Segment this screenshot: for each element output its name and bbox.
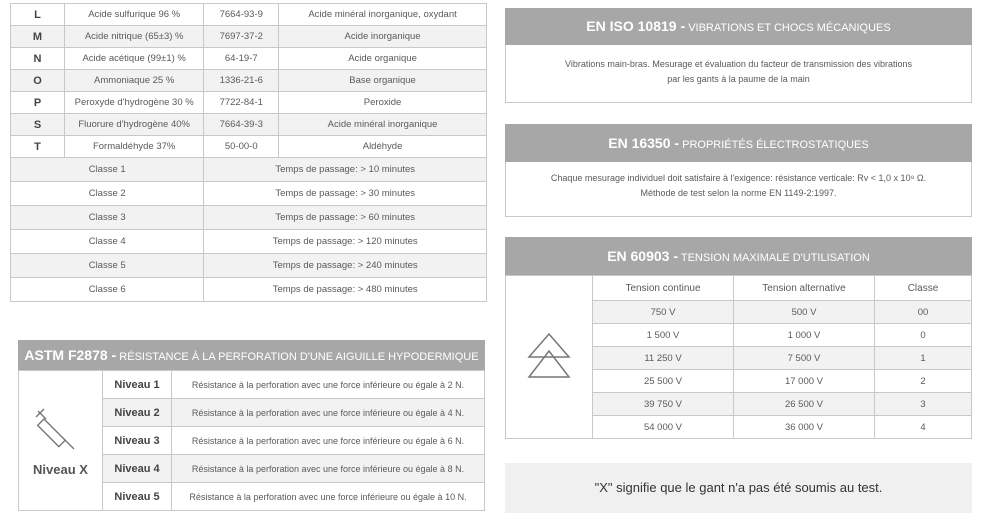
en16350-line2: Méthode de test selon la norme EN 1149-2:1997. bbox=[640, 188, 837, 198]
voltage-class: 3 bbox=[875, 393, 972, 416]
astm-level: Niveau 5 bbox=[103, 483, 172, 511]
chemical-row bbox=[11, 136, 487, 158]
chemical-description: Acide inorganique bbox=[279, 26, 487, 48]
iso10819-header bbox=[505, 8, 972, 45]
dc-voltage: 11 250 V bbox=[593, 347, 734, 370]
astm-text: Résistance à la perforation avec une force inférieure ou égale à 4 N. bbox=[172, 399, 485, 427]
iso10819-panel bbox=[505, 8, 972, 103]
dc-voltage: 1 500 V bbox=[593, 324, 734, 347]
class-time: Temps de passage: > 240 minutes bbox=[204, 254, 487, 278]
chemical-letter: P bbox=[11, 92, 65, 114]
chemical-row bbox=[11, 92, 487, 114]
class-time: Temps de passage: > 120 minutes bbox=[204, 230, 487, 254]
class-name: Classe 3 bbox=[11, 206, 204, 230]
ac-voltage: 36 000 V bbox=[734, 416, 875, 439]
iso10819-line1: Vibrations main-bras. Mesurage et évaluation du facteur de transmission des vibrations bbox=[564, 59, 912, 69]
astm-text: Résistance à la perforation avec une force inférieure ou égale à 6 N. bbox=[172, 427, 485, 455]
class-row bbox=[11, 254, 487, 278]
en60903-title: TENSION MAXIMALE D'UTILISATION bbox=[680, 252, 870, 264]
astm-text: Résistance à la perforation avec une force inférieure ou égale à 8 N. bbox=[172, 455, 485, 483]
chemical-row bbox=[11, 26, 487, 48]
en16350-title: PROPRIÉTÉS ÉLECTROSTATIQUES bbox=[682, 139, 869, 151]
dc-voltage: 750 V bbox=[593, 301, 734, 324]
astm-text: Résistance à la perforation avec une force inférieure ou égale à 10 N. bbox=[172, 483, 485, 511]
astm-icon-cell bbox=[19, 371, 103, 511]
class-row bbox=[11, 182, 487, 206]
chemical-description: Aldéhyde bbox=[279, 136, 487, 158]
class-row bbox=[11, 206, 487, 230]
chemical-name: Peroxyde d'hydrogène 30 % bbox=[64, 92, 203, 114]
class-name: Classe 1 bbox=[11, 158, 204, 182]
chemical-table bbox=[10, 3, 487, 302]
voltage-class: 00 bbox=[875, 301, 972, 324]
chemical-description: Peroxide bbox=[279, 92, 487, 114]
untested-note: "X" signifie que le gant n'a pas été soumis au test. bbox=[505, 463, 972, 513]
astm-level: Niveau 1 bbox=[103, 371, 172, 399]
chemical-letter: N bbox=[11, 48, 65, 70]
astm-level: Niveau 4 bbox=[103, 455, 172, 483]
chemical-row bbox=[11, 114, 487, 136]
en16350-header bbox=[505, 124, 972, 162]
astm-panel bbox=[18, 340, 485, 511]
class-time: Temps de passage: > 480 minutes bbox=[204, 278, 487, 302]
chemical-row bbox=[11, 4, 487, 26]
ac-voltage: 7 500 V bbox=[734, 347, 875, 370]
chemical-cas: 7664-93-9 bbox=[204, 4, 279, 26]
chemical-letter: M bbox=[11, 26, 65, 48]
ac-voltage: 26 500 V bbox=[734, 393, 875, 416]
en60903-code: EN 60903 - bbox=[607, 248, 679, 264]
chemical-letter: T bbox=[11, 136, 65, 158]
en60903-header bbox=[505, 237, 972, 275]
header-class: Classe bbox=[875, 276, 972, 301]
voltage-table bbox=[505, 275, 972, 439]
chemical-description: Acide minéral inorganique bbox=[279, 114, 487, 136]
dc-voltage: 39 750 V bbox=[593, 393, 734, 416]
chemical-name: Acide sulfurique 96 % bbox=[64, 4, 203, 26]
header-dc: Tension continue bbox=[593, 276, 734, 301]
chemical-name: Fluorure d'hydrogène 40% bbox=[64, 114, 203, 136]
chemical-description: Base organique bbox=[279, 70, 487, 92]
astm-icon-label: Niveau X bbox=[33, 461, 88, 477]
astm-text: Résistance à la perforation avec une force inférieure ou égale à 2 N. bbox=[172, 371, 485, 399]
astm-table bbox=[18, 370, 485, 511]
chemical-row bbox=[11, 70, 487, 92]
chemical-row bbox=[11, 48, 487, 70]
voltage-class: 4 bbox=[875, 416, 972, 439]
astm-title: RÉSISTANCE À LA PERFORATION D'UNE AIGUILLE HYPODERMIQUE bbox=[119, 351, 479, 363]
chemical-name: Ammoniaque 25 % bbox=[64, 70, 203, 92]
class-name: Classe 4 bbox=[11, 230, 204, 254]
en16350-panel bbox=[505, 124, 972, 217]
chemical-cas: 1336-21-6 bbox=[204, 70, 279, 92]
chemical-description: Acide organique bbox=[279, 48, 487, 70]
en16350-line1: Chaque mesurage individuel doit satisfaire à l'exigence: résistance verticale: Rv < 1,0 x 10⁸ Ω. bbox=[550, 173, 927, 183]
class-name: Classe 2 bbox=[11, 182, 204, 206]
chemical-description: Acide minéral inorganique, oxydant bbox=[279, 4, 487, 26]
class-row bbox=[11, 158, 487, 182]
voltage-class: 2 bbox=[875, 370, 972, 393]
en16350-body bbox=[505, 162, 972, 217]
syringe-icon bbox=[34, 405, 88, 455]
iso10819-line2: par les gants à la paume de la main bbox=[667, 74, 810, 84]
class-time: Temps de passage: > 30 minutes bbox=[204, 182, 487, 206]
astm-header bbox=[18, 340, 485, 370]
ac-voltage: 1 000 V bbox=[734, 324, 875, 347]
astm-level: Niveau 2 bbox=[103, 399, 172, 427]
class-row bbox=[11, 230, 487, 254]
en16350-code: EN 16350 - bbox=[608, 135, 680, 151]
class-time: Temps de passage: > 10 minutes bbox=[204, 158, 487, 182]
iso10819-title: VIBRATIONS ET CHOCS MÉCANIQUES bbox=[688, 22, 891, 34]
ac-voltage: 17 000 V bbox=[734, 370, 875, 393]
ac-voltage: 500 V bbox=[734, 301, 875, 324]
electric-hazard-icon-cell bbox=[506, 276, 593, 439]
dc-voltage: 54 000 V bbox=[593, 416, 734, 439]
chemical-cas: 7722-84-1 bbox=[204, 92, 279, 114]
dc-voltage: 25 500 V bbox=[593, 370, 734, 393]
astm-level: Niveau 3 bbox=[103, 427, 172, 455]
class-name: Classe 6 bbox=[11, 278, 204, 302]
chemical-cas: 7664-39-3 bbox=[204, 114, 279, 136]
chemical-cas: 7697-37-2 bbox=[204, 26, 279, 48]
class-row bbox=[11, 278, 487, 302]
chemical-name: Acide nitrique (65±3) % bbox=[64, 26, 203, 48]
iso10819-body bbox=[505, 45, 972, 103]
chemical-letter: L bbox=[11, 4, 65, 26]
iso10819-code: EN ISO 10819 - bbox=[586, 18, 686, 34]
voltage-class: 1 bbox=[875, 347, 972, 370]
chemical-letter: O bbox=[11, 70, 65, 92]
astm-row bbox=[19, 371, 485, 399]
astm-code: ASTM F2878 - bbox=[24, 347, 117, 363]
chemical-name: Acide acétique (99±1) % bbox=[64, 48, 203, 70]
chemical-name: Formaldéhyde 37% bbox=[64, 136, 203, 158]
double-triangle-icon bbox=[527, 331, 571, 381]
chemical-letter: S bbox=[11, 114, 65, 136]
header-ac: Tension alternative bbox=[734, 276, 875, 301]
class-name: Classe 5 bbox=[11, 254, 204, 278]
class-time: Temps de passage: > 60 minutes bbox=[204, 206, 487, 230]
chemical-cas: 64-19-7 bbox=[204, 48, 279, 70]
en60903-panel bbox=[505, 237, 972, 439]
voltage-class: 0 bbox=[875, 324, 972, 347]
chemical-cas: 50-00-0 bbox=[204, 136, 279, 158]
